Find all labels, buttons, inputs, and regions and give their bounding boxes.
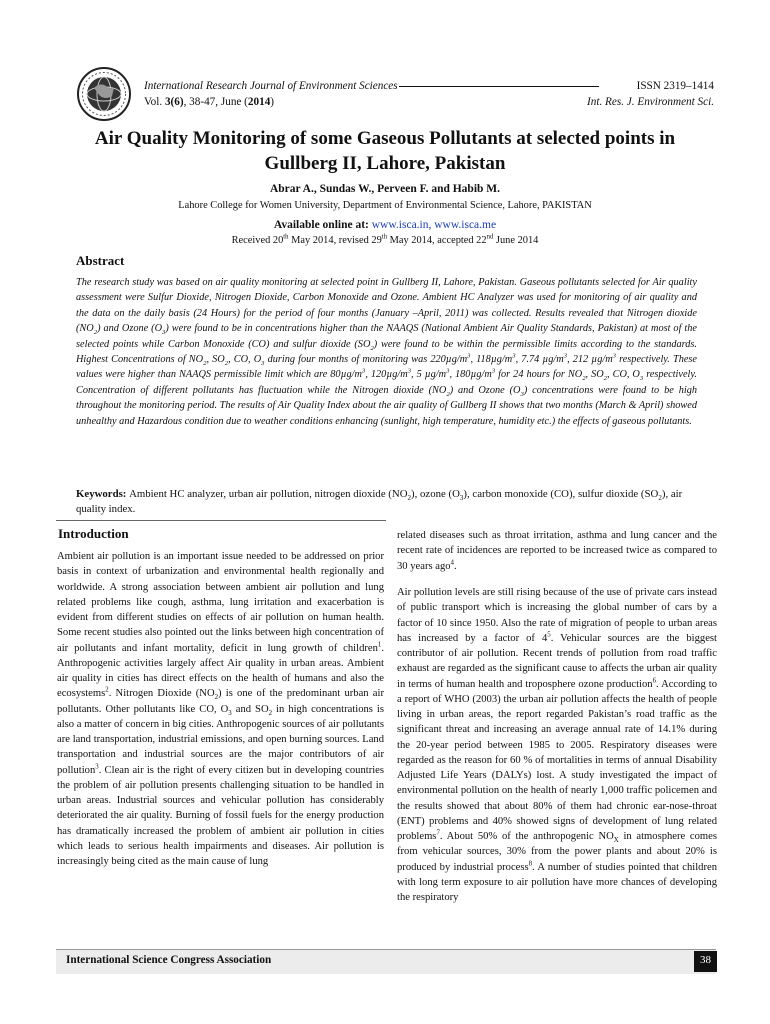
journal-header	[144, 80, 714, 92]
authors: Abrar A., Sundas W., Perveen F. and Habib M.	[269, 183, 501, 195]
issn: ISSN 2319–1414	[636, 80, 714, 92]
journal-logo-icon	[76, 66, 132, 122]
received-dates: Received 20th May 2014, revised 29th May 2014, accepted 22nd June 2014	[231, 233, 539, 246]
keywords-label: Keywords:	[76, 488, 130, 500]
pages-date: , 38-47, June (	[183, 96, 248, 108]
available-links[interactable]: www.isca.in, www.isca.me	[371, 219, 497, 231]
journal-abbrev: Int. Res. J. Environment Sci.	[587, 96, 714, 108]
keywords: Keywords: Ambient HC analyzer, urban air pollution, nitrogen dioxide $(NO_2)$, ozone $(O_3)$, carbon monoxide (CO), sulfur dioxide $(SO_2)$, air quality index.	[76, 488, 683, 515]
vol-prefix: Vol.	[144, 96, 165, 108]
abstract-text: The research study was based on air quality monitoring at selected point in Gullberg II, Lahore, Pakistan. Gaseous pollutants selected for Air quality assessment were Sulfur Dioxide, Nitrogen Dioxide, Carbon Monoxide and Ozone. Ambient HC Analyzer was used for monitoring of air quality and the data on the daily basis (24 Hours) for the period of four months (January –April, 2011) was collected. Results revealed that Nitrogen dioxide $(NO_2)$ and Ozone $(O_3)$ were found to be in concentrations higher than the NAAQS (National Ambient Air Quality Standards, Pakistan) at most of the selected points while Carbon Monoxide (CO) and sulfur dioxide $(SO_2)$ were found to be within the permissible limits according to the standards. Highest Concentrations of $NO_2$, $SO_2$, CO, $O_3$ during four months of monitoring was $220\mu g/m^3$, $118\mu g/m^3$, 7.74 $\mu g/m^3$, 212 $\mu g/m^3$ respectively. These values were higher than NAAQS permissible limit which are $80\mu g/m^3$, $120\mu g/m^3$, 5 $\mu g/m^3$, $180\mu g/m^3$ for 24 hours for $NO_2$, $SO_2$, CO, $O_3$ respectively. Concentration of different pollutants has fluctuation while the Nitrogen dioxide $(NO_2)$ and Ozone $(O_3)$ concentrations were found to be high throughout the monitoring period. The results of Air Quality Index about the air quality of Gullberg II shows that two months (March & April) showed unhealthy and Hazardous condition due to weather conditions enhancing (sunlight, high temperature, humidity etc.) the effects of gaseous pollutants.	[76, 277, 697, 427]
journal-name: International Research Journal of Environment Sciences	[144, 80, 398, 92]
abstract-heading: Abstract	[76, 253, 125, 268]
title-line-1: Air Quality Monitoring of some Gaseous Pollutants at selected points in	[94, 128, 676, 149]
introduction-heading: Introduction	[58, 526, 129, 541]
intro-right-paragraph-1: related diseases such as throat irritation, asthma and lung cancer and the recent rate of incidences are reported to be increased twice as compared to 30 years ago$^4$.	[397, 530, 717, 572]
available-online	[40, 219, 730, 231]
affiliation: Lahore College for Women University, Department of Environmental Science, Lahore, PAKISTAN	[178, 200, 592, 211]
footer-organization: International Science Congress Association	[66, 954, 272, 966]
paper-title	[40, 126, 730, 176]
intro-left-column: Ambient air pollution is an important issue needed to be addressed on prior basis in context of urbanization and environmental health regionally and worldwide. A strong association between ambient air pollution and lung related problems like cough, asthma, lung irritation and exacerbation is evident from different studies on effects of air pollution on human health. Some recent studies also pointed out the links between high concentration of air pollutants and infant mortality, deficit in lung growth of children$^1$. Anthropogenic activities largely affect Air quality in urban areas. Ambient air quality in cities has direct effects on the health of humans and also the ecosystems$^2$. Nitrogen Dioxide $(NO_2)$ is one of the predominant urban air pollutants. Other pollutants like CO, $O_3$ and $SO_2$ in high concentrations is also a matter of concern in big cities. Anthropogenic sources of air pollutants are land transportation, industrial emissions, and open burning sources. Land transportation and industrial sources are the major contributors of air pollution$^3$. Clean air is the right of every citizen but in developing countries the problem of air pollution presents challenging situation to be handled in urban areas. Industrial sources and vehicular pollution has considerably deteriorated the air quality. Burning of fossil fuels for the energy production has dramatically increased the problem of ambient air pollution in cities which leads to serious health impairments and diseases. Air pollution is increasingly being cited as the main cause of lung	[57, 551, 384, 867]
volume-number: 3(6)	[164, 96, 184, 108]
page-number: 38	[700, 954, 711, 966]
intro-right-paragraph-2: Air pollution levels are still rising because of the use of private cars instead of public transport which is increasing the global number of cars by a factor of 10 since 1950. Also the rate of migration of people to urban areas has increased by a factor of $4^5$. Vehicular sources are the biggest contributor of air pollution. Recent trends of pollution from road traffic exhaust are regarded as the significant cause to affects the urban air quality in terms of human health and troposphere ozone production$^6$. According to a report of WHO (2003) the urban air pollution affects the health of people living in urban areas, the report regarded Pakistan’s road traffic as the significant threat and increasing an average annual rate of 14.1% during the 20-year period between 1985 to 2005. Respiratory diseases were regarded as the reason for 60 % of mortalities in terms of annual Disability Adjusted Life Years (DALYs) lost. A study investigated the impact of environmental pollution on the health of nearly 1,000 traffic policemen and the results showed that about 80% of them had chronic ear-nose-throat (ENT) problems and 40% showed signs of development of lung related problems$^7$. About 50% of the anthropogenic $NO_X$ in atmosphere comes from vehicular sources, 30% from the power plants and about 20% is produced by industrial process$^8$. A number of studies pointed that children with long term exposure to air pollution have more chances of developing the respiratory	[397, 587, 717, 903]
pages-date-close: )	[270, 96, 275, 108]
year: 2014	[247, 96, 271, 108]
title-line-2: Gullberg II, Lahore, Pakistan	[264, 153, 506, 174]
volume-line	[144, 96, 714, 108]
intro-heading-rule	[56, 520, 386, 521]
available-label: Available online at:	[273, 219, 372, 231]
header-rule	[399, 86, 599, 87]
